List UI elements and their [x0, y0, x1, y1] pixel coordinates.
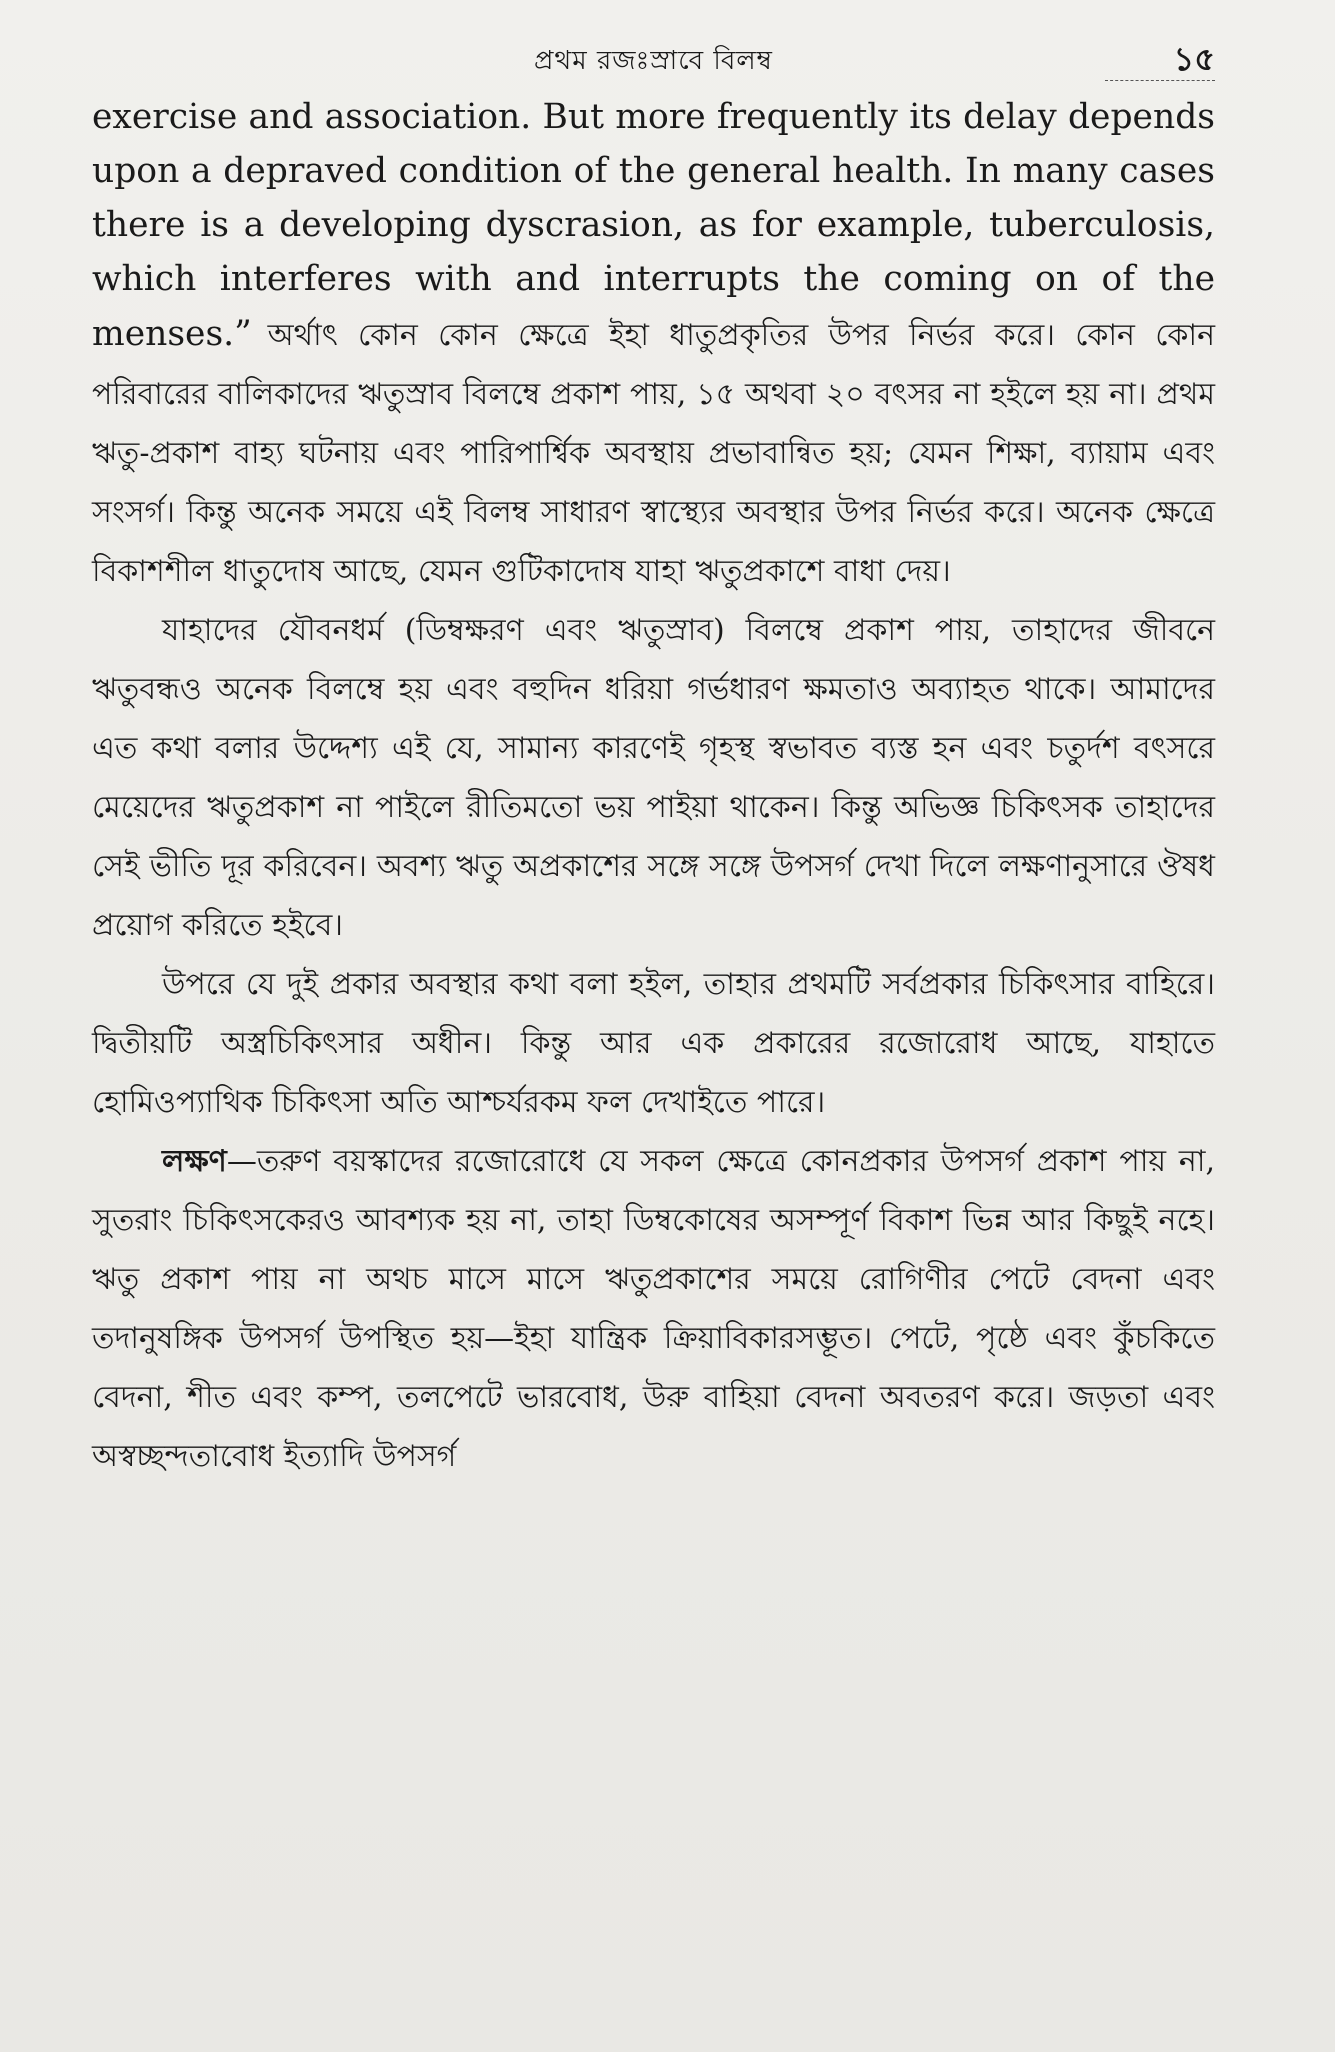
bengali-translation-text: অর্থাৎ কোন কোন ক্ষেত্রে ইহা ধাতুপ্রকৃতির উপর নির্ভর করে। কোন কোন পরিবারের বালিকাদের ঋতুস্রাব বিলম্বে প্রকাশ পায়, ১৫ অথবা ২০ বৎসর না হইলে হয় না। প্রথম ঋতু-প্রকাশ বাহ্য ঘটনায় এবং পারিপার্শ্বিক অবস্থায় প্রভাবান্বিত হয়; যেমন শিক্ষা, ব্যায়াম এবং সংসর্গ। কিন্তু অনেক সময়ে এই বিলম্ব সাধারণ স্বাস্থ্যের অবস্থার উপর নির্ভর করে। অনেক ক্ষেত্রে বিকাশশীল ধাতুদোষ আছে, যেমন গুটিকাদোষ যাহা ঋতুপ্রকাশে বাধা দেয়।: [92, 318, 1215, 589]
page-number: ১৫: [1173, 40, 1215, 78]
paragraph-quote: [92, 90, 1215, 601]
page-content: [92, 90, 1215, 1486]
running-title: প্রথম রজঃস্রাবে বিলম্ব: [534, 46, 773, 76]
symptoms-text: —তরুণ বয়স্কাদের রজোরোধে যে সকল ক্ষেত্রে কোনপ্রকার উপসর্গ প্রকাশ পায় না, সুতরাং চিকিৎসকেরও আবশ্যক হয় না, তাহা ডিম্বকোষের অসম্পূর্ণ বিকাশ ভিন্ন আর কিছুই নহে। ঋতু প্রকাশ পায় না অথচ মাসে মাসে ঋতুপ্রকাশের সময়ে রোগিণীর পেটে বেদনা এবং তদানুষঙ্গিক উপসর্গ উপস্থিত হয়—ইহা যান্ত্রিক ক্রিয়াবিকারসম্ভূত। পেটে, পৃষ্ঠে এবং কুঁচকিতে বেদনা, শীত এবং কম্প, তলপেটে ভারবোধ, উরু বাহিয়া বেদনা অবতরণ করে। জড়তা এবং অস্বচ্ছন্দতাবোধ ইত্যাদি উপসর্গ: [92, 1144, 1215, 1474]
header-rule: [1105, 80, 1215, 81]
paragraph-symptoms: [92, 1132, 1215, 1486]
paragraph-late-puberty: যাহাদের যৌবনধর্ম (ডিম্বক্ষরণ এবং ঋতুস্রাব) বিলম্বে প্রকাশ পায়, তাহাদের জীবনে ঋতুবন্ধও অনেক বিলম্বে হয় এবং বহুদিন ধরিয়া গর্ভধারণ ক্ষমতাও অব্যাহত থাকে। আমাদের এত কথা বলার উদ্দেশ্য এই যে, সামান্য কারণেই গৃহস্থ স্বভাবত ব্যস্ত হন এবং চতুর্দশ বৎসরে মেয়েদের ঋতুপ্রকাশ না পাইলে রীতিমতো ভয় পাইয়া থাকেন। কিন্তু অভিজ্ঞ চিকিৎসক তাহাদের সেই ভীতি দূর করিবেন। অবশ্য ঋতু অপ্রকাশের সঙ্গে সঙ্গে উপসর্গ দেখা দিলে লক্ষণানুসারে ঔষধ প্রয়োগ করিতে হইবে।: [92, 613, 1215, 943]
paragraph-treatment: উপরে যে দুই প্রকার অবস্থার কথা বলা হইল, তাহার প্রথমটি সর্বপ্রকার চিকিৎসার বাহিরে। দ্বিতীয়টি অস্ত্রচিকিৎসার অধীন। কিন্তু আর এক প্রকারের রজোরোধ আছে, যাহাতে হোমিওপ্যাথিক চিকিৎসা অতি আশ্চর্যরকম ফল দেখাইতে পারে।: [92, 967, 1215, 1120]
symptoms-heading: লক্ষণ: [162, 1144, 227, 1179]
running-header: [92, 30, 1215, 86]
english-quote-text: exercise and association. But more frequently its delay depends upon a depraved condition of the general health. In many cases there is a developing dyscrasion, as for example, tuberculosis, which interferes with and interrupts the coming on of the menses.”: [92, 97, 1215, 354]
